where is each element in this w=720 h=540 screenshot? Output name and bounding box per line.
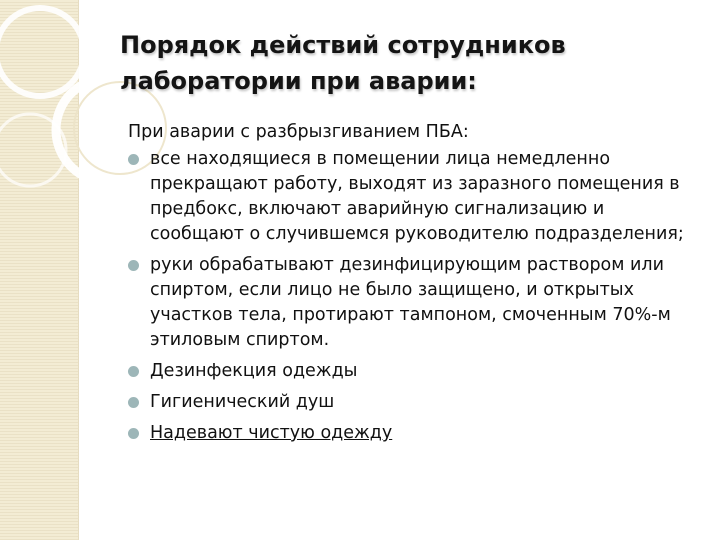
list-item bbox=[128, 421, 693, 446]
list-item bbox=[128, 359, 693, 384]
list-item bbox=[128, 253, 693, 353]
list-item-text: руки обрабатывают дезинфицирующим раствором или спиртом, если лицо не было защищено, и открытых участков тела, протирают тампоном, смоченным 70%-м этиловым спиртом. bbox=[150, 255, 671, 350]
bullet-marker-icon bbox=[128, 428, 139, 439]
bullet-marker-icon bbox=[128, 397, 139, 408]
list-item-text: все находящиеся в помещении лица немедленно прекращают работу, выходят из заразного помещения в предбокс, включают аварийную сигнализацию и сообщают о случившемся руководителю подразделения; bbox=[150, 149, 684, 244]
list-item bbox=[128, 390, 693, 415]
bullet-marker-icon bbox=[128, 154, 139, 165]
list-item-text: Дезинфекция одежды bbox=[150, 361, 358, 381]
bullet-list bbox=[128, 147, 693, 452]
list-item bbox=[128, 147, 693, 247]
bullet-marker-icon bbox=[128, 366, 139, 377]
slide-title: Порядок действий сотрудников лаборатории при аварии: bbox=[120, 31, 566, 95]
list-item-text: Гигиенический душ bbox=[150, 392, 335, 412]
list-item-text: Надевают чистую одежду bbox=[150, 423, 393, 443]
bullet-marker-icon bbox=[128, 260, 139, 271]
intro-line: При аварии с разбрызгиванием ПБА: bbox=[128, 122, 469, 142]
